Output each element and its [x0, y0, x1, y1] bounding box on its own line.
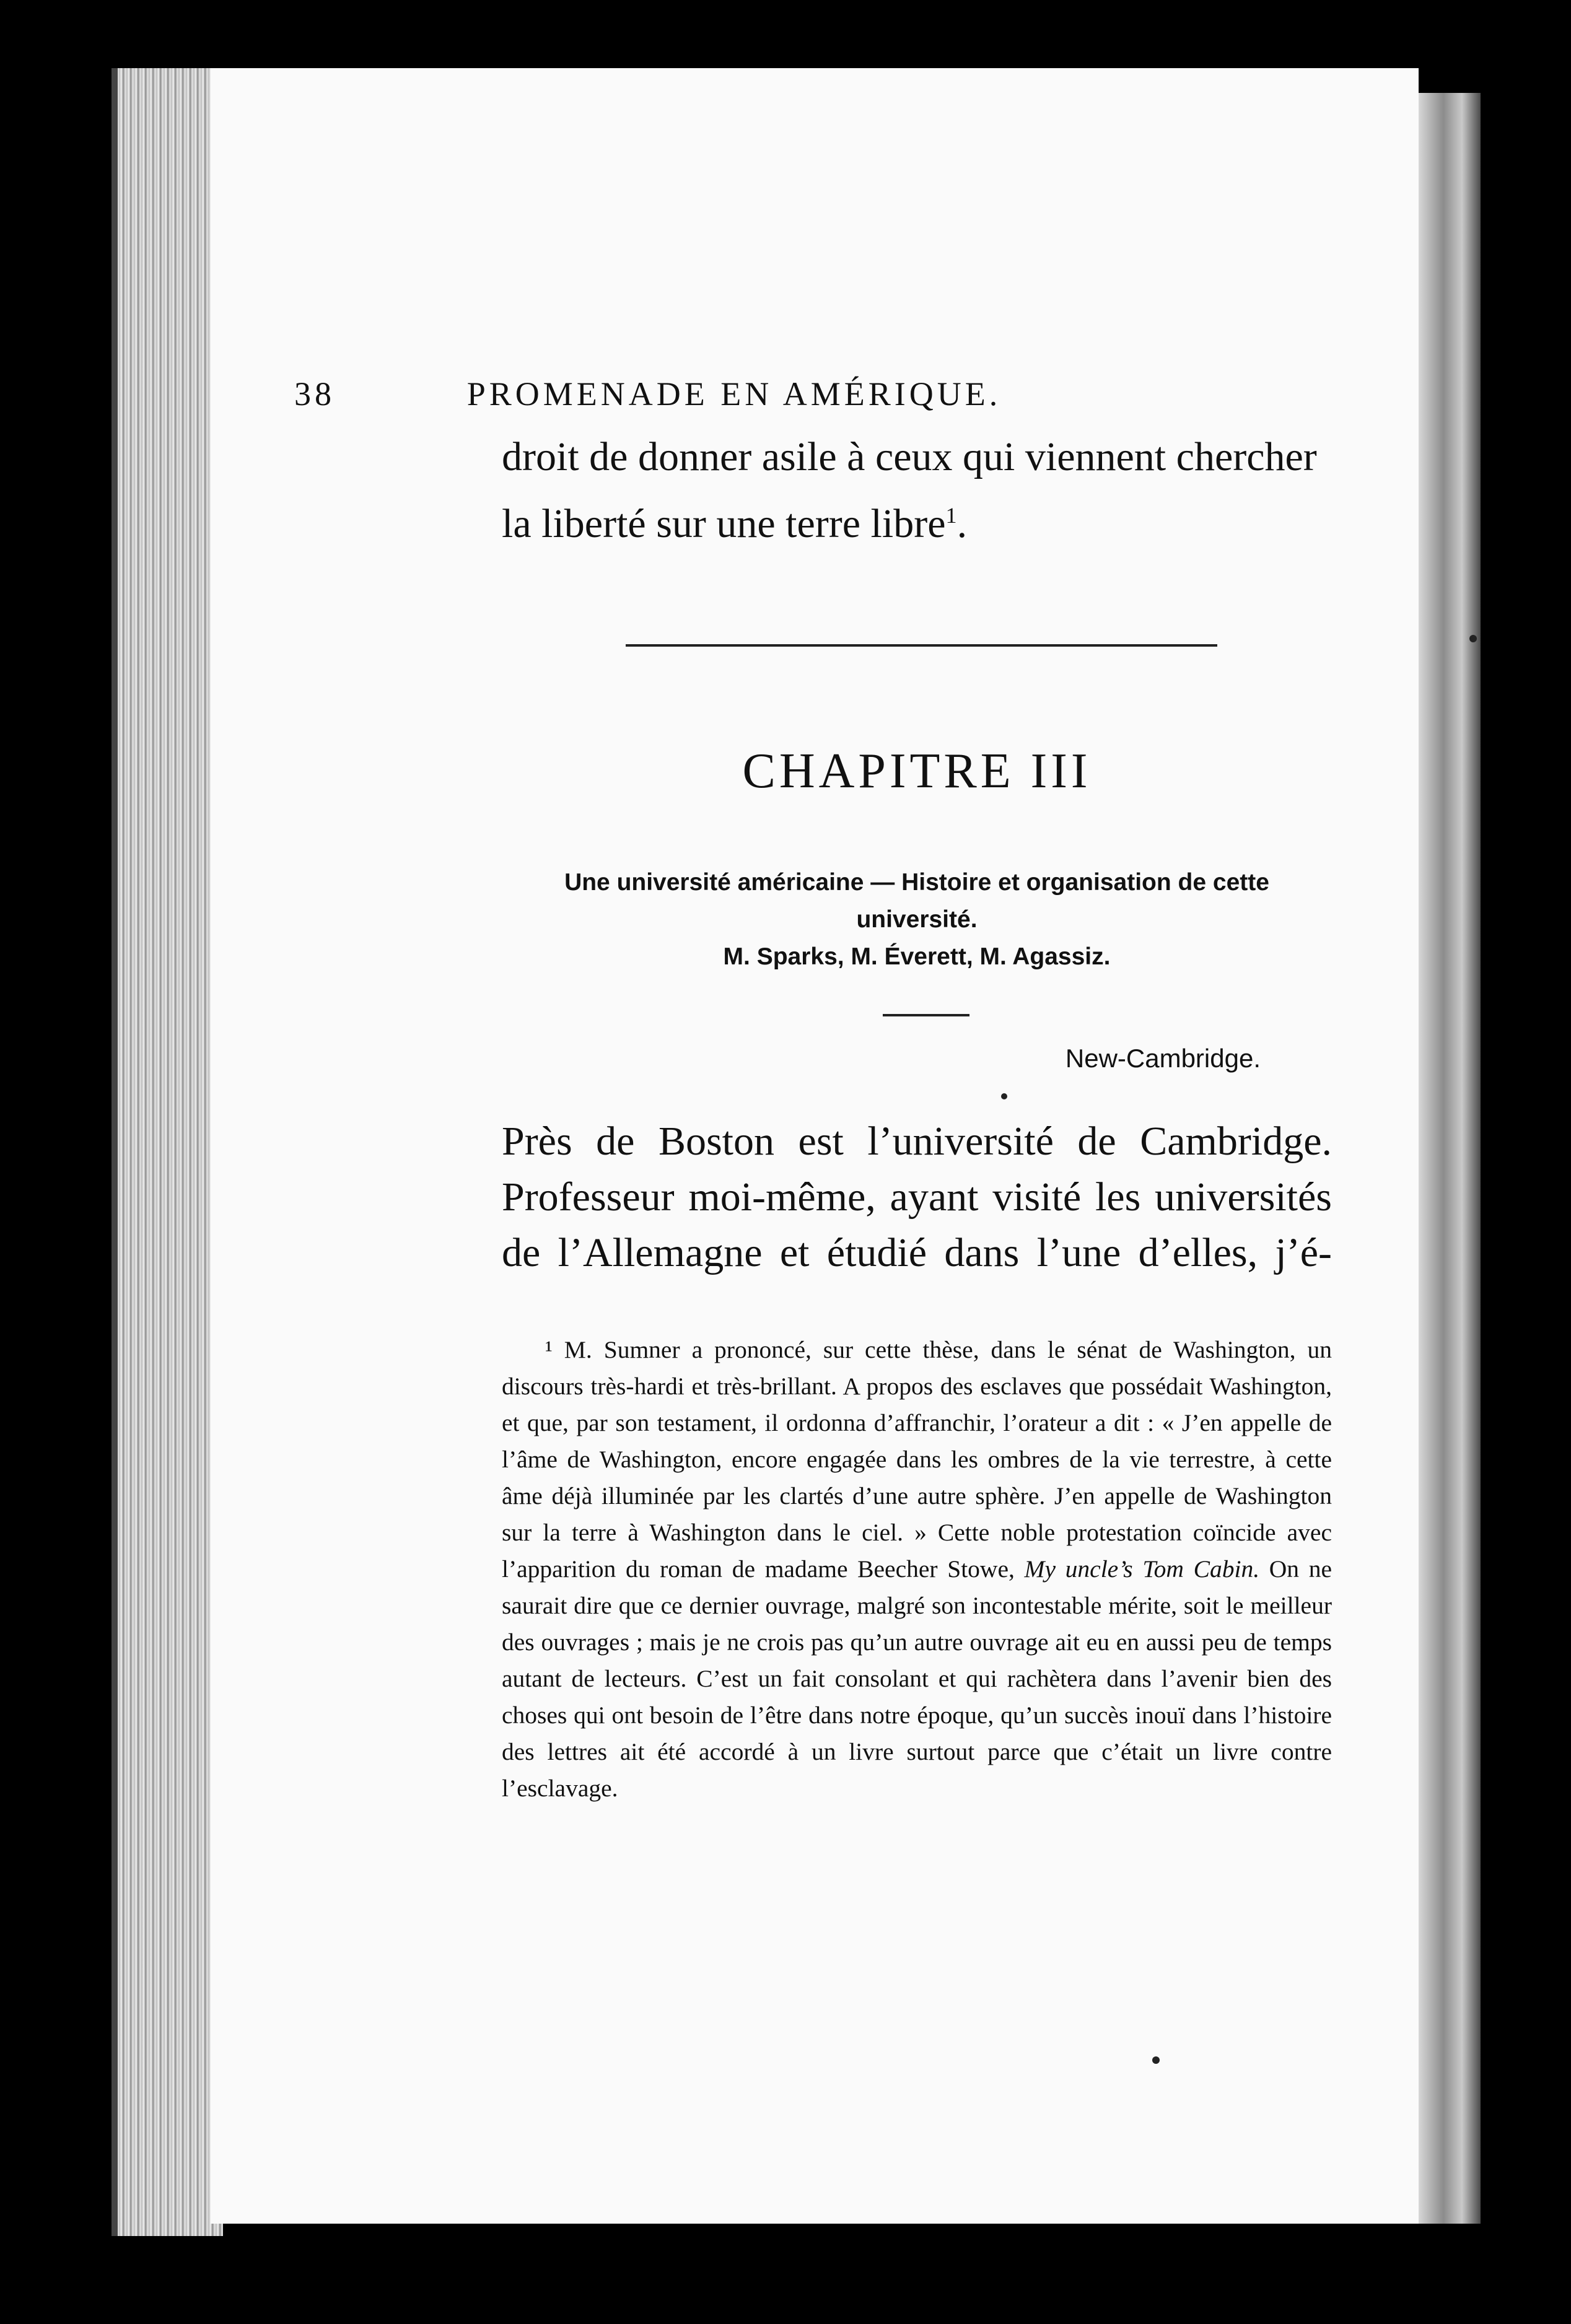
paragraph-line-3: de l’Allemagne et étudié dans l’une d’elles, j’é-	[502, 1230, 1332, 1275]
body-line-2: la liberté sur une terre libre$^1$.	[502, 501, 968, 546]
scan-speck	[1152, 2056, 1160, 2064]
footnote	[502, 1332, 1332, 1807]
chapter-summary-line-1: Une université américaine — Histoire et organisation de cette université.	[564, 869, 1269, 933]
scan-speck	[1469, 635, 1477, 642]
chapter-summary-line-2: M. Sparks, M. Éverett, M. Agassiz.	[723, 943, 1111, 970]
scan-speck	[1001, 1093, 1007, 1099]
place-heading: New-Cambridge.	[1065, 1044, 1261, 1073]
footnote-text-1: M. Sumner a prononcé, sur cette thèse, dans le sénat de Washington, un discours très-hardi et très-brillant. A propos des esclaves que possédait Washington, et que, par son testament, il ordonna d’affranchir, l’orateur a dit : « J’en appelle de l’âme de Washington, encore engagée dans les ombres de la vie terrestre, à cette âme déjà illuminée par les clartés d’une autre sphère. J’en appelle de Washington sur la terre à Washington dans le ciel. » Cette noble protestation coïncide avec l’apparition du roman de madame Beecher Stowe,	[502, 1336, 1333, 1583]
paragraph-line-2: Professeur moi-même, ayant visité les universités	[502, 1174, 1332, 1220]
running-head	[294, 375, 1174, 424]
running-title: PROMENADE EN AMÉRIQUE.	[466, 375, 1002, 413]
short-divider	[883, 1014, 969, 1016]
footnote-marker: ¹	[545, 1336, 553, 1363]
page-number: 38	[294, 375, 335, 413]
chapter-summary	[502, 864, 1332, 976]
chapter-title: CHAPITRE III	[742, 744, 1092, 798]
footnote-book-title: My uncle’s Tom Cabin.	[1024, 1555, 1260, 1583]
body-line-1: droit de donner asile à ceux qui viennent chercher	[502, 434, 1317, 479]
book-page-edges	[112, 68, 223, 2236]
footnote-reference: 1	[945, 503, 957, 528]
footnote-text-2: On ne saurait dire que ce dernier ouvrage, malgré son incontestable mérite, soit le meilleur des ouvrages ; mais je ne crois pas qu’un autre ouvrage ait eu en aussi peu de temps autant de lecteurs. C’est un fait consolant et qui rachètera dans l’avenir bien des choses qui ont besoin de l’être dans notre époque, qu’un succès inouï dans l’histoire des lettres ait été accordé à un livre surtout parce que c’était un livre contre l’esclavage.	[502, 1555, 1333, 1802]
section-divider	[626, 644, 1217, 647]
paragraph-line-1: Près de Boston est l’université de Cambridge.	[502, 1119, 1332, 1164]
book-right-edge	[1419, 93, 1481, 2224]
body-line-2-text: la liberté sur une terre libre	[502, 501, 946, 546]
